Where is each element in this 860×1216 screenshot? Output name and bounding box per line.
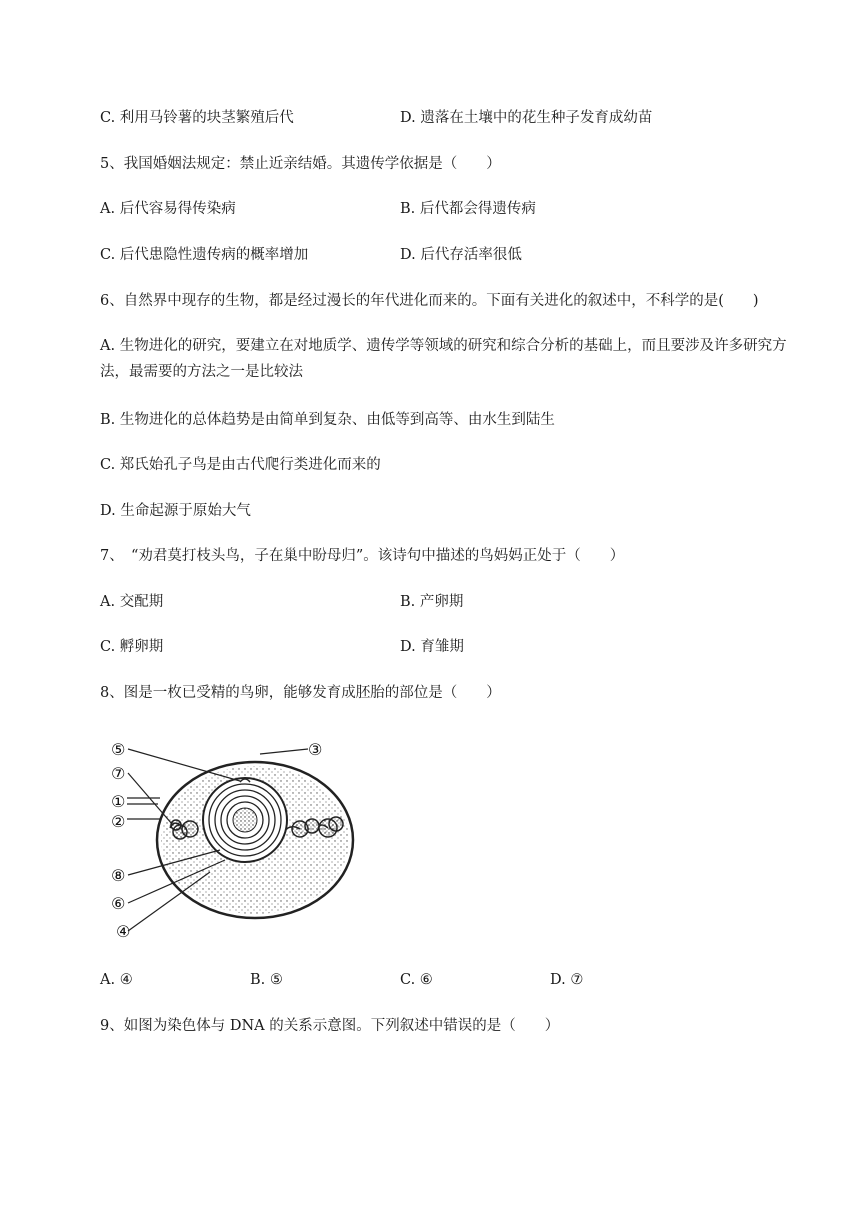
q6-option-b: B. 生物进化的总体趋势是由简单到复杂、由低等到高等、由水生到陆生 [100,412,555,428]
q6-stem: 6、自然界中现存的生物，都是经过漫长的年代进化而来的。下面有关进化的叙述中，不科学的是( ) [100,293,759,309]
q8-option-a: A. ④ [100,972,133,988]
q7-stem: 7、 “劝君莫打枝头鸟，子在巢中盼母归”。该诗句中描述的鸟妈妈正处于（ ） [100,548,625,564]
label-3: ③ [308,740,323,759]
label-5: ⑤ [111,740,126,759]
bird-egg-diagram [100,732,365,947]
q8-option-d: D. ⑦ [550,972,584,988]
q7-option-d: D. 育雏期 [400,639,464,655]
label-7: ⑦ [111,764,126,783]
q5-option-d: D. 后代存活率很低 [400,247,522,263]
q8-stem: 8、图是一枚已受精的鸟卵，能够发育成胚胎的部位是（ ） [100,685,501,701]
q5-option-a: A. 后代容易得传染病 [100,201,236,217]
q7-option-b: B. 产卵期 [400,594,464,610]
q4-option-c: C. 利用马铃薯的块茎繁殖后代 [100,110,294,126]
label-6: ⑥ [111,894,126,913]
q7-option-a: A. 交配期 [100,594,164,610]
label-8: ⑧ [111,866,126,885]
q8-option-c: C. ⑥ [400,972,433,988]
label-1: ① [111,792,126,811]
q5-stem: 5、我国婚姻法规定：禁止近亲结婚。其遗传学依据是（ ） [100,156,501,172]
q5-option-c: C. 后代患隐性遗传病的概率增加 [100,247,309,263]
q6-option-a: A. 生物进化的研究，要建立在对地质学、遗传学等领域的研究和综合分析的基础上，而且要涉及许多研究方法，最需要的方法之一是比较法 [100,338,787,380]
q5-option-b: B. 后代都会得遗传病 [400,201,536,217]
q4-option-d: D. 遗落在土壤中的花生种子发育成幼苗 [400,110,653,126]
q6-option-c: C. 郑氏始孔子鸟是由古代爬行类进化而来的 [100,457,381,473]
chalaza-left [170,820,198,839]
label-2: ② [111,812,126,831]
q9-stem: 9、如图为染色体与 DNA 的关系示意图。下列叙述中错误的是（ ） [100,1018,560,1034]
egg-yolk [203,778,287,862]
label-4: ④ [116,922,131,941]
q6-option-d: D. 生命起源于原始大气 [100,503,251,519]
q7-option-c: C. 孵卵期 [100,639,164,655]
q8-option-b: B. ⑤ [250,972,283,988]
